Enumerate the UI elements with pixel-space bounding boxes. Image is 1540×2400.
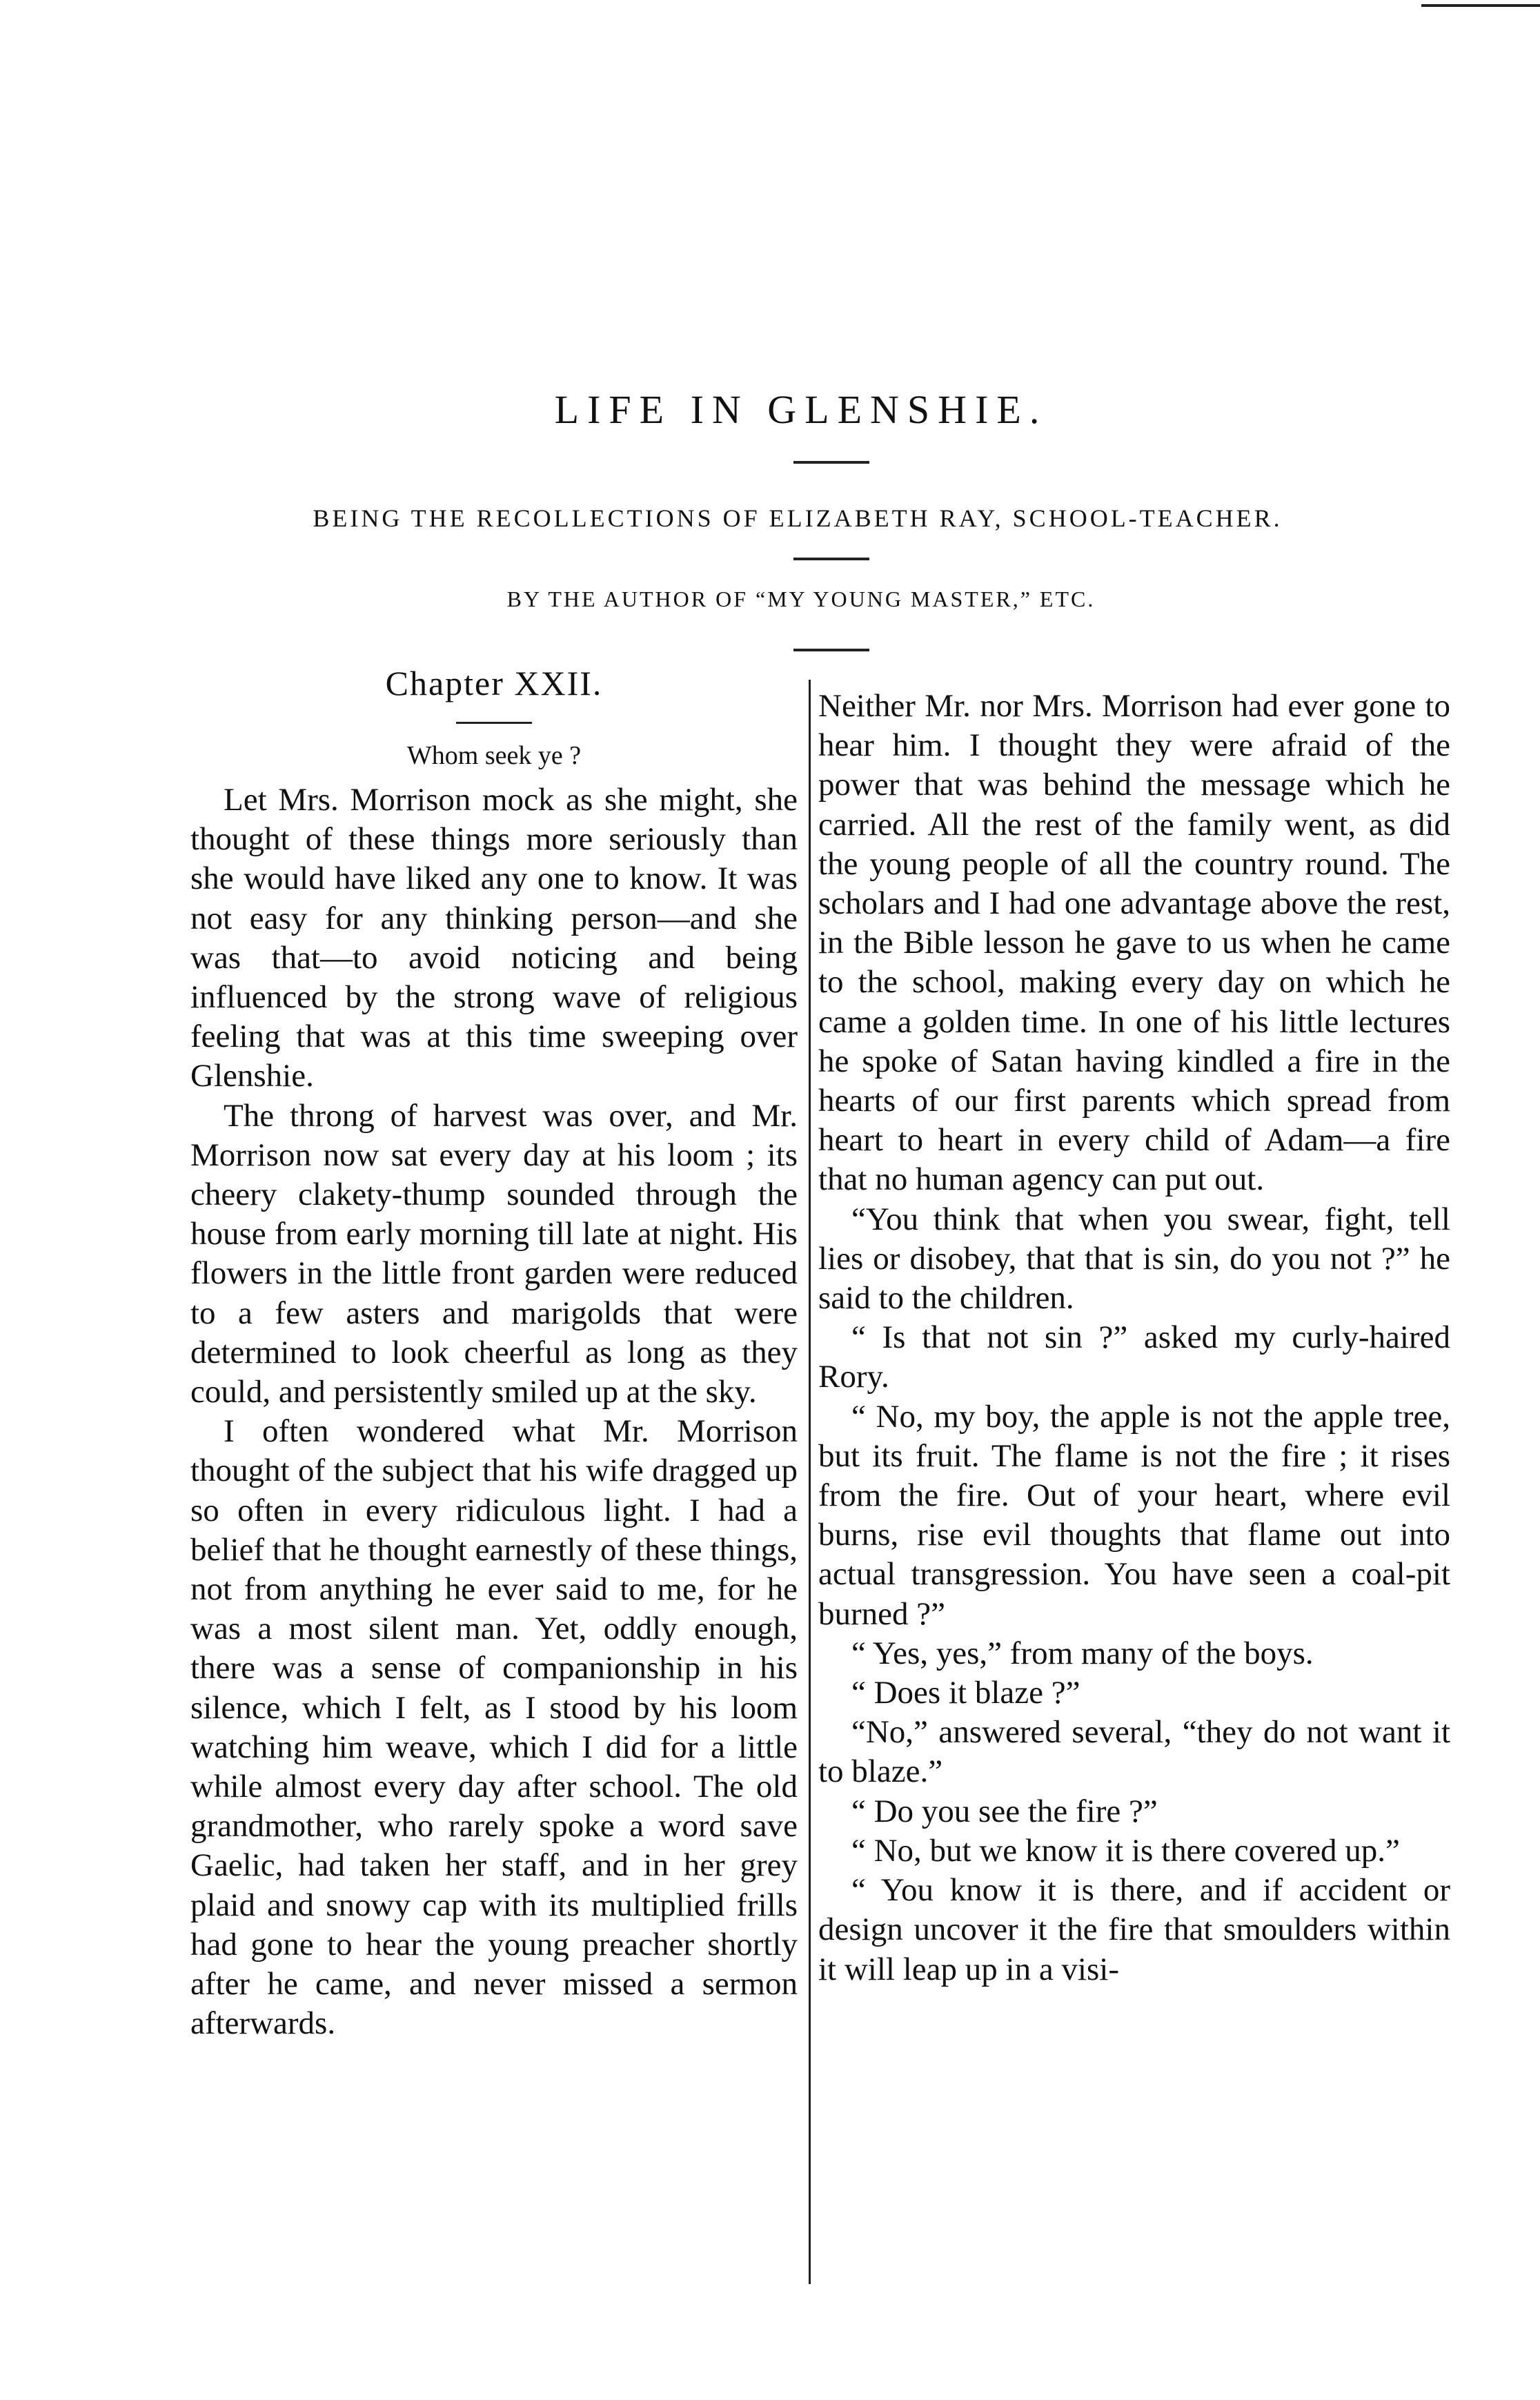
chapter-heading: Chapter XXII. [385,664,603,702]
chapter-epigraph: Whom seek ye ? [406,741,582,770]
paragraph: “No,” answered several, “they do not want it to blaze.” [818,1714,1450,1790]
paragraph: Neither Mr. nor Mrs. Morrison had ever gone to hear him. I thought they were afraid of the power that was behind the message which he carried. All the rest of the family went, as did the young people of all the country round. The scholars and I had one advantage above the rest, in the Bible lesson he gave to us when he came to the school, making every day on which he came a golden time. In one of his little lectures he spoke of Satan having kindled a fire in the hearts of our first parents which spread from heart to heart in every child of Adam—a fire that no human agency can put out. [818,688,1450,1198]
byline-rule [793,649,869,651]
paragraph: “ Do you see the fire ?” [851,1793,1158,1829]
paragraph: Let Mrs. Morrison mock as she might, she thought of these things more seriously than she would have liked any one to know. It was not easy for any thinking person—and she was that—to avoid noticing and being influenced by the strong wave of religious feeling that was at this time sweeping over Glenshie. [190,782,798,1094]
title-rule [793,461,869,464]
author-byline: BY THE AUTHOR OF “MY YOUNG MASTER,” ETC. [506,587,1096,611]
column-divider [809,680,811,2284]
subtitle-rule [793,558,869,560]
paragraph: “ Is that not sin ?” asked my curly-haired Rory. [818,1319,1450,1395]
paragraph: “ You know it is there, and if accident or design uncover it the fire that smoulders within it will leap up in a visi- [818,1872,1450,1987]
chapter-rule [456,722,532,724]
paragraph: “ Yes, yes,” from many of the boys. [851,1635,1314,1671]
right-column [818,687,1450,1989]
article-title: LIFE IN GLENSHIE. [554,387,1048,432]
paragraph: “You think that when you swear, fight, tell lies or disobey, that that is sin, do you not ?” he said to the children. [818,1201,1450,1317]
left-column [190,662,798,2044]
paragraph: I often wondered what Mr. Morrison thought of the subject that his wife dragged up so often in every ridiculous light. I had a belief that he thought earnestly of these things, not from anything he ever said to me, for he was a most silent man. Yet, oddly enough, there was a sense of companionship in his silence, which I felt, as I stood by his loom watching him weave, which I did for a little while almost every day after school. The old grandmother, who rarely spoke a word save Gaelic, had taken her staff, and in her grey plaid and snowy cap with its multiplied frills had gone to hear the young preacher shortly after he came, and never missed a sermon afterwards. [190,1413,798,2042]
top-edge-rule [1421,4,1540,7]
paragraph: “ Does it blaze ?” [851,1675,1080,1711]
paragraph: “ No, but we know it is there covered up.” [851,1832,1400,1869]
article-subtitle: BEING THE RECOLLECTIONS OF ELIZABETH RAY, SCHOOL-TEACHER. [313,504,1283,532]
paragraph: “ No, my boy, the apple is not the apple tree, but its fruit. The flame is not the fire ; it rises from the fire. Out of your heart, where evil burns, rise evil thoughts that flame out into actual transgression. You have seen a coal-pit burned ?” [818,1398,1450,1632]
paragraph: The throng of harvest was over, and Mr. Morrison now sat every day at his loom ; its cheery clakety-thump sounded through the house from early morning till late at night. His flowers in the little front garden were reduced to a few asters and marigolds that were determined to look cheerful as long as they could, and persistently smiled up at the sky. [190,1097,798,1410]
